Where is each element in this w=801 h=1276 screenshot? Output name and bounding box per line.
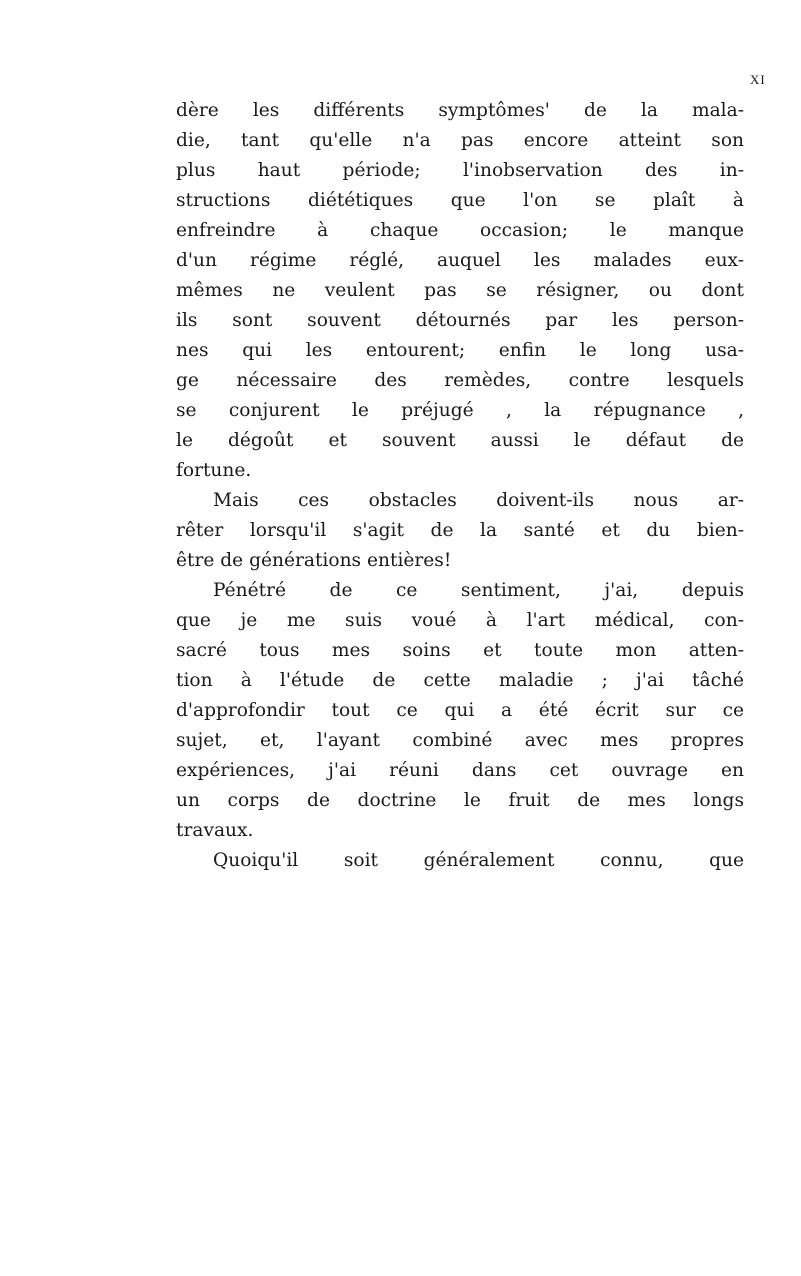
text-line: rêter lorsqu'il s'agit de la santé et du bien- (176, 520, 744, 541)
text-line: ils sont souvent détournés par les person- (176, 310, 744, 331)
text-line: que je me suis voué à l'art médical, con- (176, 610, 744, 631)
text-line: un corps de doctrine le fruit de mes longs (176, 790, 744, 811)
text-line: Quoiqu'il soit généralement connu, que (213, 850, 744, 871)
text-line: travaux. (176, 820, 254, 841)
page-number: XI (750, 72, 766, 87)
text-line: d'un régime réglé, auquel les malades eux- (176, 250, 744, 271)
body-text (176, 96, 744, 876)
text-line: nes qui les entourent; enfin le long usa- (176, 340, 744, 361)
text-line: tion à l'étude de cette maladie ; j'ai tâché (176, 670, 744, 691)
text-line: fortune. (176, 460, 252, 481)
text-line: dère les différents symptômes' de la mala- (176, 100, 744, 121)
text-line: se conjurent le préjugé , la répugnance , (176, 400, 744, 421)
text-line: plus haut période; l'inobservation des in- (176, 160, 744, 181)
text-line: die, tant qu'elle n'a pas encore atteint son (176, 130, 744, 151)
text-line: expériences, j'ai réuni dans cet ouvrage en (176, 760, 744, 781)
text-line: d'approfondir tout ce qui a été écrit sur ce (176, 700, 744, 721)
text-line: Mais ces obstacles doivent-ils nous ar- (213, 490, 744, 511)
text-line: structions diététiques que l'on se plaît à (176, 190, 744, 211)
text-line: sujet, et, l'ayant combiné avec mes propres (176, 730, 744, 751)
text-line: ge nécessaire des remèdes, contre lesquels (176, 370, 744, 391)
text-line: être de générations entières! (176, 550, 452, 571)
text-line: sacré tous mes soins et toute mon atten- (176, 640, 744, 661)
text-line: le dégoût et souvent aussi le défaut de (176, 430, 744, 451)
text-line: Pénétré de ce sentiment, j'ai, depuis (213, 580, 744, 601)
text-line: enfreindre à chaque occasion; le manque (176, 220, 744, 241)
text-line: mêmes ne veulent pas se résigner, ou dont (176, 280, 744, 301)
